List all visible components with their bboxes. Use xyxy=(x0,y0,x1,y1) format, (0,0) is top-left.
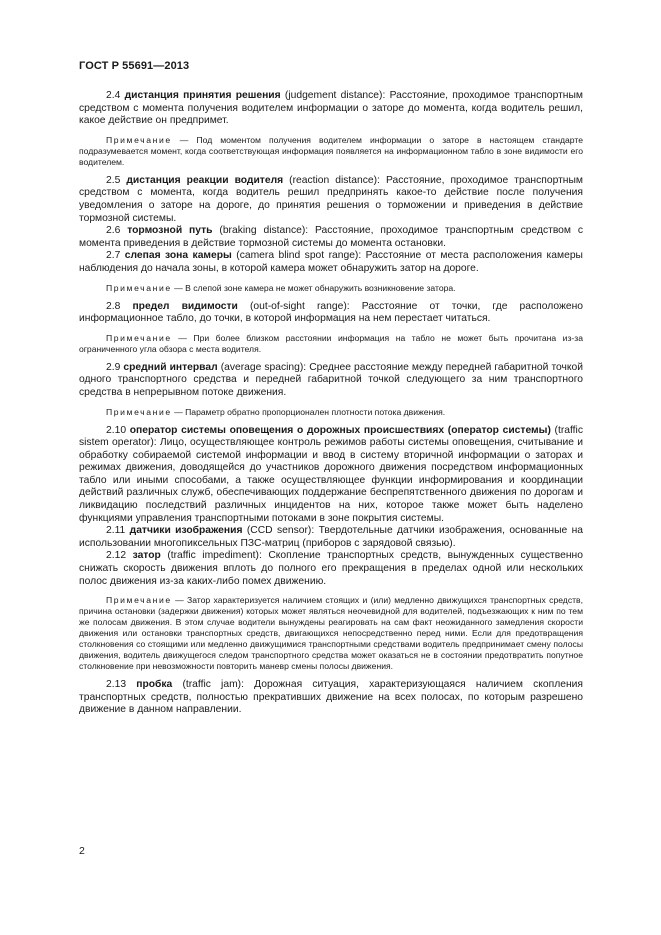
term-definition: Дорожная ситуация, характеризующаяся наличием скопления транспортных средств, полностью прекративших движение на всех полосах, по которым разрешено движение в данном направлении. xyxy=(79,679,583,716)
note-label: Примечание xyxy=(106,406,172,417)
note-text: Под моментом получения водителем информации о заторе в настоящем стандарте подразумевается момент, когда соответствующая информация появляется на информационном табло в зоне видимости его водителем. xyxy=(79,134,584,167)
term-definition: Расстояние от места расположения камеры наблюдения до начала зоны, в которой камера может обнаружить затор на дороге. xyxy=(79,250,583,274)
term-name: пробка xyxy=(136,679,173,691)
term-2-8 xyxy=(79,301,583,326)
term-definition: Расстояние, проходимое транспортным средством с момента, когда водитель решил предпринять какое-то действие после получения уведомления о заторе на дороге, до принятия решения о торможении и приведения в действие тормозной системы. xyxy=(79,174,583,224)
note: Примечание — Под моментом получения водителем информации о заторе в настоящем стандарте подразумевается момент, когда соответствующая информация появляется на информационном табло в зоне видимости его водителем. xyxy=(79,134,584,167)
term-2-9 xyxy=(79,362,583,400)
term-definition: Твердотельные датчики изображения, основанные на использовании многопиксельных ПЗС-матриц (приборов с зарядовой связью). xyxy=(79,525,583,549)
term-2-4 xyxy=(79,90,583,128)
term-definition: Расстояние, проходимое транспортным средством с момента приведения в действие тормозной системы до момента остановки. xyxy=(79,225,584,249)
term-name: дистанция реакции водителя xyxy=(126,174,284,186)
page-number: 2 xyxy=(79,845,85,857)
term-english: (judgement distance): xyxy=(284,90,386,101)
document-body xyxy=(79,90,583,717)
note-text: В слепой зоне камера не может обнаружить возникновение затора. xyxy=(185,282,456,293)
term-english: (traffic jam): xyxy=(182,679,244,691)
term-2-13 xyxy=(79,679,583,717)
term-number: 2.13 xyxy=(106,679,127,691)
term-number: 2.12 xyxy=(106,550,127,562)
term-english: (CCD sensor): xyxy=(246,525,315,537)
term-definition: Расстояние, проходимое транспортным средством с момента получения водителем информации о заторе до момента, когда водитель решил, какое действие он предпримет. xyxy=(79,90,583,127)
term-english: (traffic sistem operator): xyxy=(79,424,583,449)
term-name: оператор системы оповещения о дорожных происшествиях (оператор системы) xyxy=(129,424,551,436)
note-label: Примечание xyxy=(106,332,172,343)
note-label: Примечание xyxy=(106,595,172,606)
term-number: 2.10 xyxy=(106,424,127,436)
note-label: Примечание xyxy=(106,134,172,145)
term-name: слепая зона камеры xyxy=(124,250,232,262)
term-english: (braking distance): xyxy=(219,225,309,237)
term-2-11 xyxy=(79,525,583,550)
term-number: 2.11 xyxy=(106,525,126,537)
document-header: ГОСТ Р 55691—2013 xyxy=(79,60,190,72)
term-english: (camera blind spot range): xyxy=(236,250,362,262)
term-2-10 xyxy=(79,425,583,526)
term-2-5 xyxy=(79,175,583,225)
term-number: 2.4 xyxy=(106,90,121,101)
term-name: дистанция принятия решения xyxy=(124,90,281,101)
note-text: Параметр обратно пропорционален плотности потока движения. xyxy=(185,406,446,417)
term-english: (average spacing): xyxy=(220,361,307,373)
term-number: 2.5 xyxy=(106,174,121,186)
term-definition: Расстояние от точки, где расположено информационное табло, до точки, в которой информация на нем перестает читаться. xyxy=(79,300,583,325)
term-2-12 xyxy=(79,550,583,588)
note-text: При более близком расстоянии информация на табло не может быть прочитана из-за ограниченного угла обзора с места водителя. xyxy=(79,332,583,354)
term-2-6 xyxy=(79,225,583,250)
term-number: 2.9 xyxy=(106,361,121,373)
term-name: затор xyxy=(132,550,161,562)
term-number: 2.6 xyxy=(106,225,121,237)
term-name: датчики изображения xyxy=(129,525,243,537)
term-english: (traffic impediment): xyxy=(167,550,262,562)
term-number: 2.8 xyxy=(106,300,121,312)
term-2-7 xyxy=(79,250,583,275)
note: Примечание — В слепой зоне камера не может обнаружить возникновение затора. xyxy=(106,282,456,293)
term-definition: Среднее расстояние между передней габаритной точкой одного транспортного средства и передней габаритной точкой следующего за ним транспортного средства в непрерывном потоке движения. xyxy=(79,361,584,398)
term-english: (out-of-sight range): xyxy=(249,300,350,312)
term-name: тормозной путь xyxy=(127,225,213,237)
term-definition: Скопление транспортных средств, вынужденных существенно снижать скорость движения вплоть до полного его прекращения в пределах одной или нескольких полос движения из-за каких-либо помех движению. xyxy=(79,550,583,587)
note-label: Примечание xyxy=(106,282,172,293)
note: Примечание — При более близком расстоянии информация на табло не может быть прочитана из-за ограниченного угла обзора с места водителя. xyxy=(79,332,583,354)
note: Примечание — Затор характеризуется наличием стоящих и (или) медленно движущихся транспортных средств, причина остановки (задержки движения) которых может являться неочевидной для водителей, подъезжающих к ним по тем же полосам движения. В этом случае водители вынуждены реагировать на сам факт неожиданного замедления скорости движения или остановки транспортных средств, двигающихся непосредственно перед ними. Если для предотвращения столкновения со стоящими или медленно движущимися транспортными средствами водитель предпринимает смену полосы движения, водитель движущегося следом транспортного средства может оказаться не в состоянии предотвратить попутное столкновение при невозможности повторить маневр смены полосы движения. xyxy=(79,595,584,672)
term-name: средний интервал xyxy=(123,361,218,373)
term-name: предел видимости xyxy=(132,300,238,312)
note: Примечание — Параметр обратно пропорционален плотности потока движения. xyxy=(106,406,446,417)
term-english: (reaction distance): xyxy=(289,174,380,186)
note-text: Затор характеризуется наличием стоящих и (или) медленно движущихся транспортных средств, причина остановки (задержки движения) которых может являться неочевидной для водителей, подъезжающих к ним по тем же полосам движения. В этом случае водители вынуждены реагировать на сам факт неожиданного замедления скорости движения или остановки транспортных средств, двигающихся непосредственно перед ними. Если для предотвращения столкновения со стоящими или медленно движущимися транспортными средствами водитель предпринимает смену полосы движения, водитель движущегося следом транспортного средства может оказаться не в состоянии предотвратить попутное столкновение при невозможности повторить маневр смены полосы движения. xyxy=(79,595,584,672)
term-definition: Лицо, осуществляющее контроль режимов работы системы оповещения, считывание и обработку собираемой системой информации и ввод в систему вторичной информации о заторах и режимах движения, доводящейся до участников дорожного движения посредством информационных табло или иными способами, а также осуществляющее функции информирования и координации действий различных служб, обеспечивающих поддержание беспрепятственного движения по дорогам и ликвидацию последствий различных инцидентов на них, которое также может быть наделено функциями управления транспортными потоками в зоне покрытия системы. xyxy=(79,437,583,524)
term-number: 2.7 xyxy=(106,250,121,262)
